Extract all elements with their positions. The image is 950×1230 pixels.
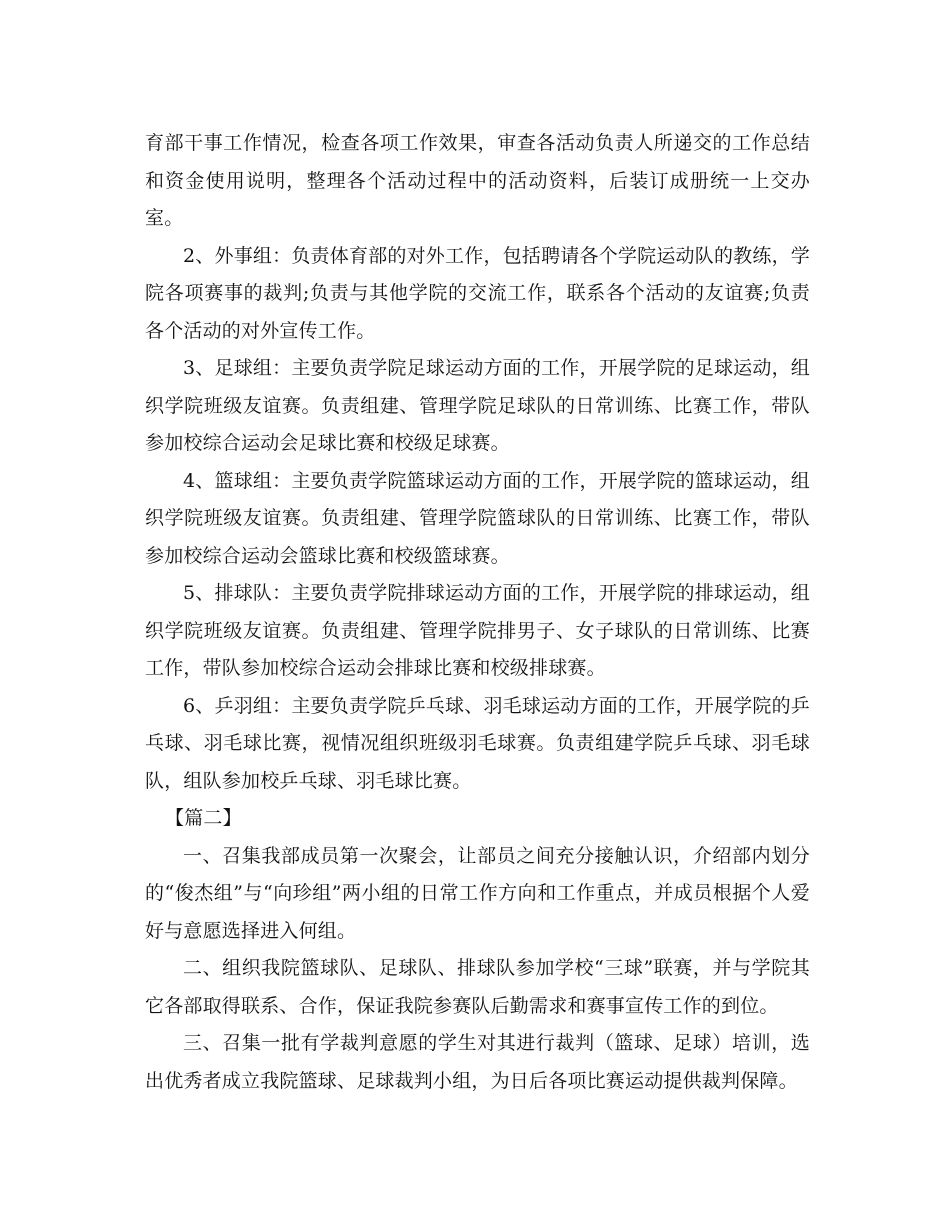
document-body xyxy=(145,125,810,1100)
paragraph-foreign-affairs-group: 2、外事组：负责体育部的对外工作，包括聘请各个学院运动队的教练，学院各项赛事的裁判;负责与其他学院的交流工作，联系各个活动的友谊赛;负责各个活动的对外宣传工作。 xyxy=(145,244,810,342)
paragraph-item-three: 三、召集一批有学裁判意愿的学生对其进行裁判（篮球、足球）培训，选出优秀者成立我院篮球、足球裁判小组，为日后各项比赛运动提供裁判保障。 xyxy=(145,1032,810,1092)
paragraph-item-one: 一、召集我部成员第一次聚会，让部员之间充分接触认识，介绍部内划分的“俊杰组”与“向珍组”两小组的日常工作方向和工作重点，并成员根据个人爱好与意愿选择进入何组。 xyxy=(145,844,810,942)
paragraph-table-tennis-badminton-group: 6、乒羽组：主要负责学院乒乓球、羽毛球运动方面的工作，开展学院的乒乓球、羽毛球比赛，视情况组织班级羽毛球赛。负责组建学院乒乓球、羽毛球队，组队参加校乒乓球、羽毛球比赛。 xyxy=(145,694,810,792)
paragraph-football-group: 3、足球组：主要负责学院足球运动方面的工作，开展学院的足球运动，组织学院班级友谊赛。负责组建、管理学院足球队的日常训练、比赛工作，带队参加校综合运动会足球比赛和校级足球赛。 xyxy=(145,357,810,454)
paragraph-basketball-group: 4、篮球组：主要负责学院篮球运动方面的工作，开展学院的篮球运动，组织学院班级友谊赛。负责组建、管理学院篮球队的日常训练、比赛工作，带队参加校综合运动会篮球比赛和校级篮球赛。 xyxy=(145,469,810,567)
section-heading-part-two: 【篇二】 xyxy=(165,807,242,829)
paragraph-volleyball-team: 5、排球队：主要负责学院排球运动方面的工作，开展学院的排球运动，组织学院班级友谊赛。负责组建、管理学院排男子、女子球队的日常训练、比赛工作，带队参加校综合运动会排球比赛和校级排球赛。 xyxy=(145,582,810,679)
paragraph-continuation: 育部干事工作情况，检查各项工作效果，审查各活动负责人所递交的工作总结和资金使用说明，整理各个活动过程中的活动资料，后装订成册统一上交办室。 xyxy=(145,132,810,229)
paragraph-item-two: 二、组织我院篮球队、足球队、排球队参加学校“三球”联赛，并与学院其它各部取得联系、合作，保证我院参赛队后勤需求和赛事宣传工作的到位。 xyxy=(145,957,810,1017)
